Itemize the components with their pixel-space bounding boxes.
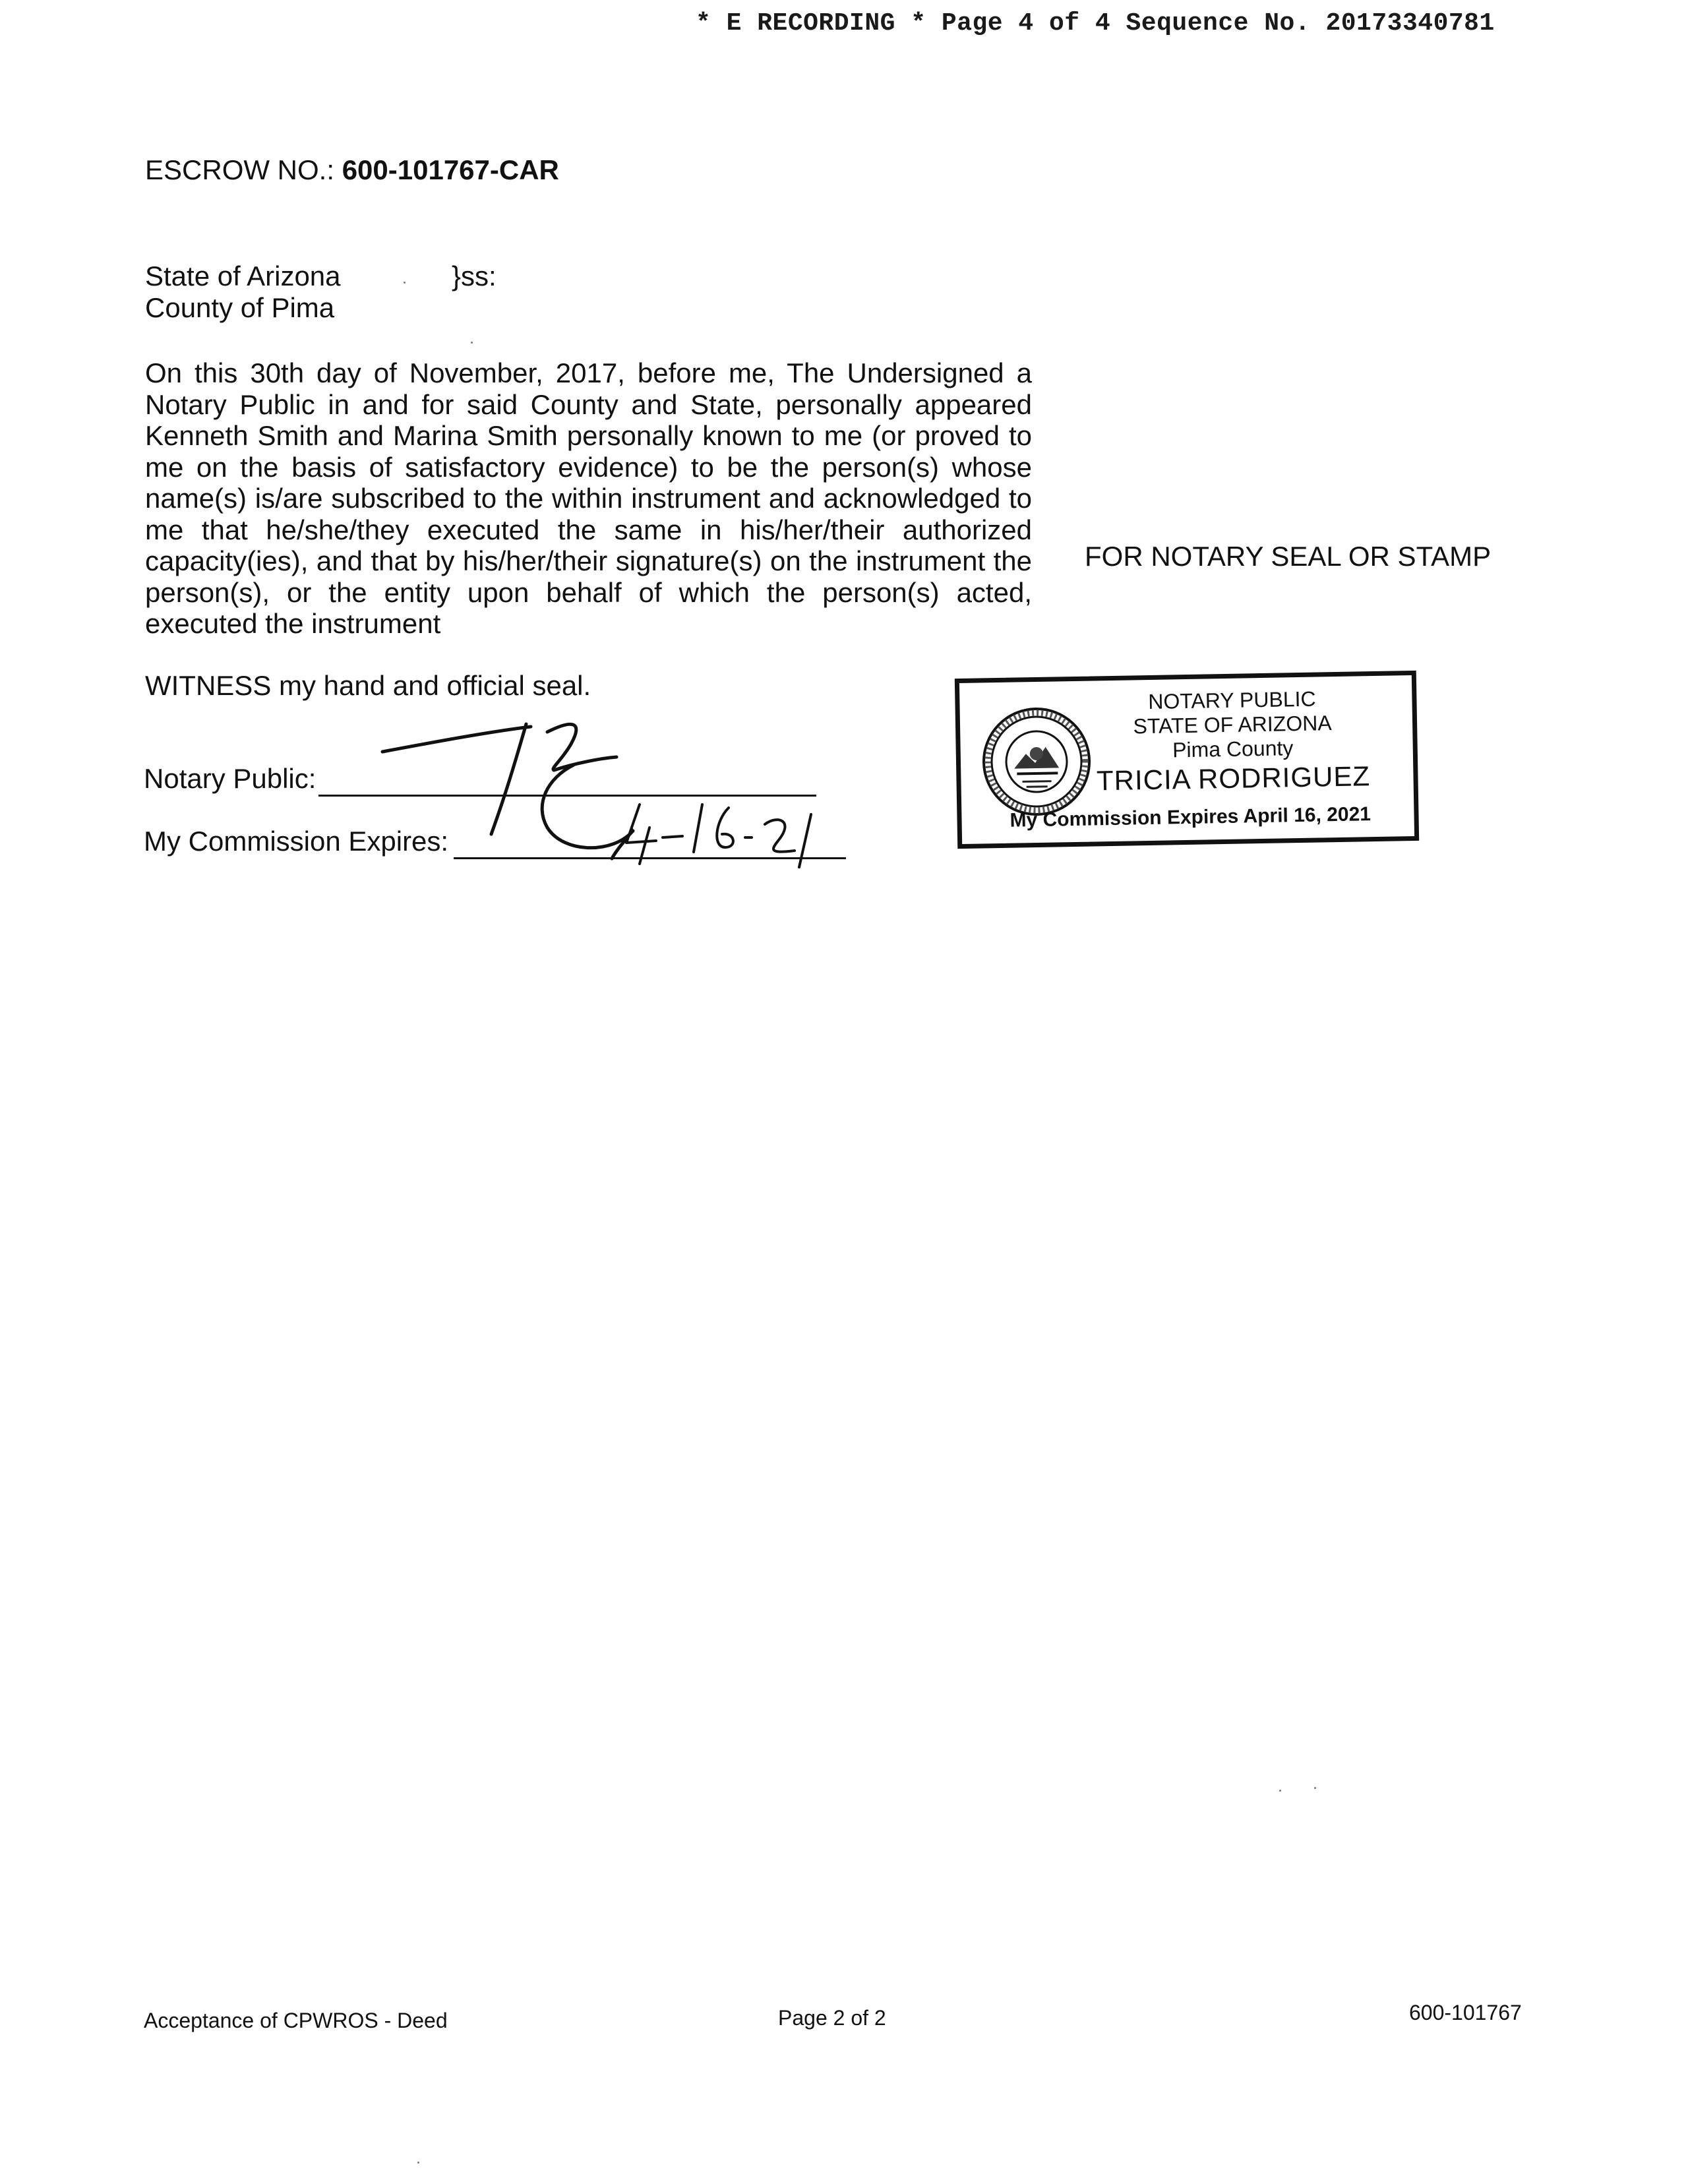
stamp-expiry: My Commission Expires April 16, 2021 [1010,803,1372,832]
stamp-line-notary-public: NOTARY PUBLIC [1147,686,1316,714]
stamp-text [1060,685,1405,799]
venue-county: County of Pima [145,292,335,323]
stamp-line-county: Pima County [1172,736,1294,762]
notary-label: Notary Public: [144,763,316,794]
notary-signature-line [144,763,316,795]
stamp-notary-name: TRICIA RODRIGUEZ [1096,760,1371,797]
scan-speck [1279,1790,1281,1792]
footer-page-number: Page 2 of 2 [778,2006,886,2030]
escrow-label: ESCROW NO.: [145,154,335,185]
seal-area-label: FOR NOTARY SEAL OR STAMP [1085,541,1492,572]
venue-state: State of Arizona [145,260,341,291]
witness-statement: WITNESS my hand and official seal. [145,670,591,701]
recording-header: * E RECORDING * Page 4 of 4 Sequence No. 20173340781 [696,9,1495,38]
venue-block [145,260,497,324]
scan-speck [404,282,406,284]
escrow-number: 600-101767-CAR [342,154,559,185]
scan-speck [471,342,473,344]
commission-expires-label: My Commission Expires: [144,826,449,857]
scan-speck [417,2162,419,2164]
footer-file-number: 600-101767 [1409,2001,1522,2024]
venue-ss: }ss: [452,260,497,291]
handwritten-date-glyphs [626,804,811,867]
scan-speck [1314,1787,1316,1789]
notary-stamp [955,671,1419,849]
stamp-line-state: STATE OF ARIZONA [1133,711,1332,739]
acknowledgment-paragraph: On this 30th day of November, 2017, before me, The Undersigned a Notary Public in and for said County and State, personally appeared Kenneth Smith and Marina Smith personally known to me (or proved to me on the basis of satisfactory evidence) to be the person(s) whose name(s) is/are subscribed to the within instrument and acknowledged to me that he/she/they executed the same in his/her/their authorized capacity(ies), and that by his/her/their signature(s) on the instrument the person(s), or the entity upon behalf of which the person(s) acted, executed the instrument [145,357,1032,639]
escrow-number-line [145,154,559,186]
handwritten-signature [356,706,857,870]
footer-document-title: Acceptance of CPWROS - Deed [144,2009,448,2032]
